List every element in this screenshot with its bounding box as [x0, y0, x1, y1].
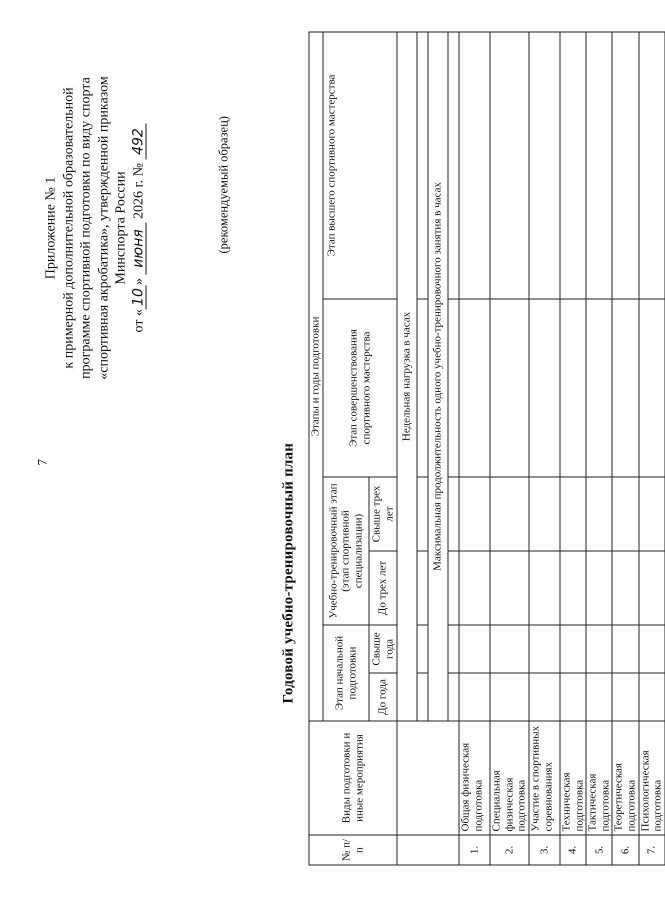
date-prefix: от « [130, 308, 146, 332]
data-cell [528, 299, 559, 477]
appendix-line: Минспорта России [113, 170, 128, 285]
data-cell [586, 299, 612, 477]
max-duration-cell [448, 299, 459, 477]
data-cell [638, 31, 664, 298]
data-cell [459, 299, 490, 477]
plan-table-wrapper [308, 32, 664, 865]
appendix-title: Приложение № 1 [43, 176, 58, 279]
row-label: Участие в спортивных соревнованиях [528, 721, 559, 835]
data-cell [490, 477, 529, 551]
data-cell [459, 477, 490, 551]
data-cell [638, 673, 664, 721]
table-row [638, 31, 664, 864]
data-cell [559, 673, 585, 721]
handwritten-month: июня [130, 222, 148, 274]
data-cell [612, 673, 638, 721]
header-training-over-three: Свыше трех лет [369, 477, 397, 551]
max-duration-label: Максимальная продолжительность одного учебно-тренировочного занятия в часах [428, 31, 448, 720]
appendix-block [42, 30, 147, 425]
data-cell [612, 299, 638, 477]
weekly-load-cell [417, 299, 428, 477]
max-duration-cell [448, 477, 459, 551]
data-cell [490, 299, 529, 477]
data-cell [490, 625, 529, 673]
table-row [459, 31, 490, 864]
appendix-line: программе спортивной подготовки по виду спорта [78, 76, 93, 379]
weekly-load-cell [417, 625, 428, 673]
data-cell [490, 551, 529, 625]
recommended-note: (рекомендуемый образец) [216, 115, 230, 253]
data-cell [528, 551, 559, 625]
row-num: 7. [638, 835, 664, 865]
data-cell [638, 551, 664, 625]
data-cell [528, 31, 559, 298]
header-training-upto-three: До трех лет [369, 551, 397, 625]
row-num: 2. [490, 835, 529, 865]
row-label: Общая физическая подготовка [459, 721, 490, 835]
max-duration-cell [448, 551, 459, 625]
data-cell [528, 625, 559, 673]
table-row [528, 31, 559, 864]
data-cell [559, 299, 585, 477]
data-cell [612, 625, 638, 673]
data-cell [586, 31, 612, 298]
row-label: Специальная физическая подготовка [490, 721, 529, 835]
handwritten-day: 10 [130, 285, 148, 309]
weekly-load-cell [417, 551, 428, 625]
max-duration-cell [448, 31, 459, 298]
plan-title: Годовой учебно-тренировочный план [280, 442, 296, 703]
table-row [559, 31, 585, 864]
data-cell [559, 625, 585, 673]
table-row [612, 31, 638, 864]
data-cell [612, 551, 638, 625]
header-stage-excellence: Этап высшего спортивного мастерства [323, 31, 397, 298]
page-number: 7 [34, 458, 49, 465]
data-cell [638, 299, 664, 477]
data-cell [528, 477, 559, 551]
empty-cell [397, 721, 459, 835]
data-cell [586, 477, 612, 551]
plan-table [308, 31, 665, 865]
appendix-line: «спортивная акробатика», утвержденной приказом [95, 75, 111, 380]
data-cell [459, 31, 490, 298]
table-row [490, 31, 529, 864]
data-cell [638, 477, 664, 551]
header-num: № п/п [309, 835, 397, 865]
data-cell [459, 625, 490, 673]
data-cell [586, 551, 612, 625]
data-cell [528, 673, 559, 721]
weekly-load-cell [417, 477, 428, 551]
appendix-date-line [130, 30, 148, 425]
row-label: Техническая подготовка [559, 721, 585, 835]
header-initial-upto-year: До года [369, 673, 397, 721]
data-cell [559, 551, 585, 625]
row-num: 3. [528, 835, 559, 865]
weekly-load-cell [417, 673, 428, 721]
empty-cell [397, 835, 459, 865]
max-duration-cell [448, 673, 459, 721]
header-stage-improvement: Этап совершенствования спортивного мастерства [323, 299, 397, 477]
row-num: 4. [559, 835, 585, 865]
date-mid: » [130, 277, 146, 285]
handwritten-order-number: 492 [130, 123, 148, 159]
weekly-load-label: Недельная нагрузка в часах [397, 31, 417, 720]
appendix-line: к примерной дополнительной образовательной [60, 86, 76, 369]
data-cell [638, 625, 664, 673]
data-cell [559, 477, 585, 551]
header-stages: Этапы и годы подготовки [309, 31, 323, 720]
max-duration-cell [448, 625, 459, 673]
header-initial-over-year: Свыше года [369, 625, 397, 673]
row-label: Психологическая подготовка [638, 721, 664, 835]
header-stage-training: Учебно-тренировочный этап (этап спортивной специализации) [323, 477, 369, 625]
date-year: 2026 г. № [130, 162, 146, 219]
row-num: 6. [612, 835, 638, 865]
data-cell [612, 477, 638, 551]
row-label: Тактическая подготовка [586, 721, 612, 835]
data-cell [586, 625, 612, 673]
data-cell [559, 31, 585, 298]
data-cell [586, 673, 612, 721]
row-num: 5. [586, 835, 612, 865]
table-row [586, 31, 612, 864]
row-label: Теоретическая подготовка [612, 721, 638, 835]
data-cell [612, 31, 638, 298]
data-cell [490, 31, 529, 298]
header-stage-initial: Этап начальной подготовки [323, 625, 369, 721]
weekly-load-cell [417, 31, 428, 298]
data-cell [459, 673, 490, 721]
data-cell [459, 551, 490, 625]
data-cell [490, 673, 529, 721]
header-kind: Виды подготовки и иные мероприятия [309, 721, 397, 835]
row-num: 1. [459, 835, 490, 865]
